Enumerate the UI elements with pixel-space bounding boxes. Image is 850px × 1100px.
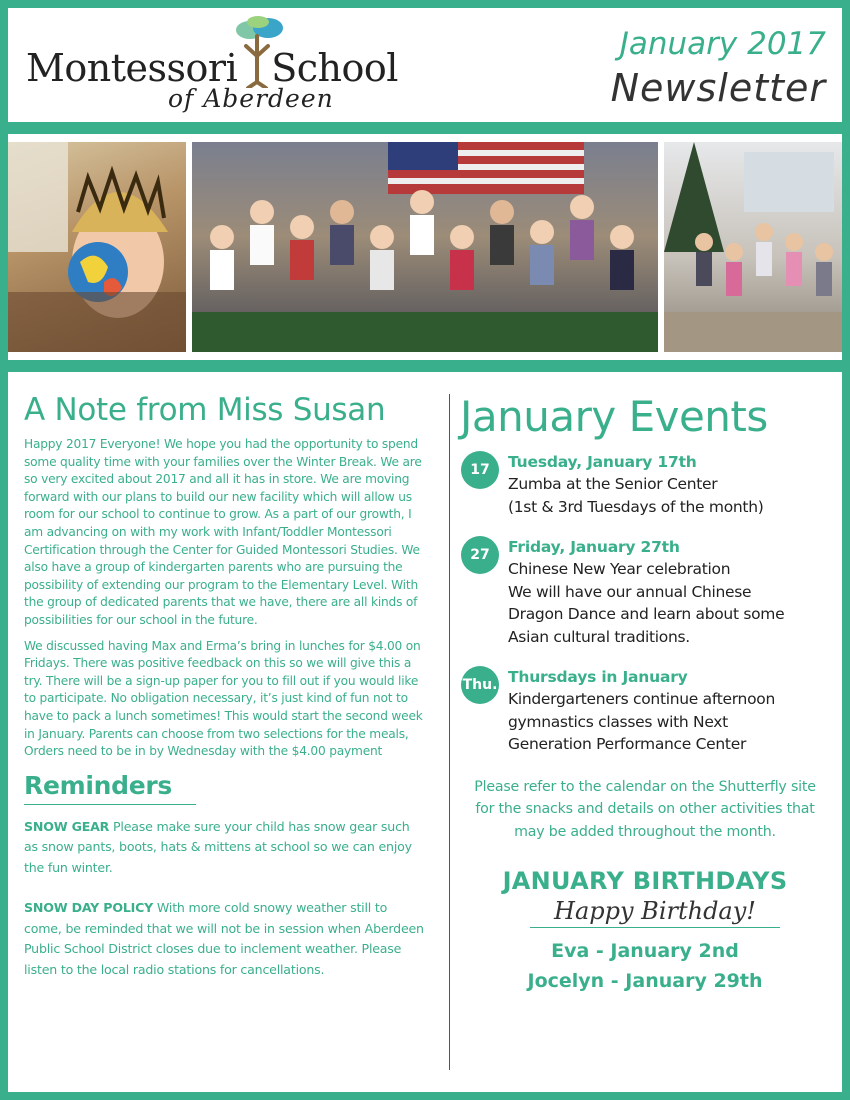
issue-date: January 2017 (619, 26, 826, 62)
left-column (24, 392, 424, 980)
calendar-note: Please refer to the calendar on the Shutterfly site for the snacks and details on other activities that may be added throughout the month. (474, 778, 816, 840)
reminders-title: Reminders (24, 771, 196, 805)
logo-word-school: School (271, 46, 398, 90)
birthdays-subtitle: Happy Birthday! (530, 897, 780, 928)
event-line: Chinese New Year celebration (508, 560, 731, 578)
reminder-snow-day-policy (24, 898, 424, 980)
event-date-badge: Thu. (461, 666, 499, 704)
event-date: Thursdays in January (508, 668, 688, 686)
event-date-badge: 27 (461, 536, 499, 574)
newsletter-header (8, 8, 842, 122)
event-line: We will have our annual Chinese (508, 582, 752, 601)
event-line: gymnastics classes with Next (508, 712, 728, 731)
event-line: Asian cultural traditions. (508, 627, 690, 646)
event-line: (1st & 3rd Tuesdays of the month) (508, 497, 764, 516)
reminder-text: With more cold snowy weather still to come, be reminded that we will not be in session when Aberdeen Public School District closes due to inclement weather. Please listen to the local radio stations for cancellations. (24, 900, 424, 977)
photo-children-concert (192, 142, 658, 352)
event-line: Zumba at the Senior Center (508, 475, 718, 493)
column-divider (449, 394, 450, 1070)
issue-title: Newsletter (610, 66, 826, 110)
events-title: January Events (460, 392, 768, 441)
logo-script: of Aberdeen (168, 84, 334, 113)
reminder-snow-gear (24, 817, 424, 879)
reminder-label: SNOW GEAR (24, 818, 110, 834)
event-item (460, 451, 830, 518)
event-item (460, 536, 830, 648)
newsletter-content (8, 372, 842, 1092)
event-item (460, 666, 830, 756)
event-line: Generation Performance Center (508, 735, 747, 753)
event-date-badge: 17 (461, 451, 499, 489)
birthdays-title: JANUARY BIRTHDAYS (502, 867, 788, 895)
note-paragraph: Happy 2017 Everyone! We hope you had the opportunity to spend some quality time with your families over the Winter Break. We are so very excited about 2017 and all it has in store. We are moving forward with our plans to build our new facility which will allow us room for our school to continue to grow. As a part of our growth, I am advancing on with my work with Infant/Toddler Montessori Certification through the Center for Guided Montessori Studies. We also have a group of kindergarten parents who are pursuing the possibility of extending our program to the Elementary Level. With the group of dedicated parents that we have, there are all kinds of possibilities for our school in the future. (24, 437, 422, 627)
right-column (460, 392, 830, 996)
note-title: A Note from Miss Susan (24, 392, 386, 428)
logo-word-montessori: Montessori (26, 46, 238, 90)
birthday-name: Eva - January 2nd (551, 940, 739, 962)
photo-girl-with-globe (8, 142, 186, 352)
event-line: Kindergarteners continue afternoon (508, 690, 775, 708)
event-date: Friday, January 27th (508, 538, 680, 556)
birthdays-list (460, 936, 830, 996)
event-line: Dragon Dance and learn about some (508, 605, 785, 623)
reminder-label: SNOW DAY POLICY (24, 900, 154, 916)
photo-strip (8, 134, 842, 360)
note-paragraph: We discussed having Max and Erma’s bring in lunches for $4.00 on Fridays. There was positive feedback on this so we will give this a try. There will be a sign-up paper for you to fill out if you would like to participate. No obligation necessary, it’s just kind of fun not to have to pack a lunch sometimes! This would start the second week in January. Parents can choose from two selections for the meals, Orders need to be in by Wednesday with the $4.00 payment (24, 638, 423, 759)
reminder-text: Please make sure your child has snow gear such as snow pants, boots, hats & mittens at school so we can enjoy the fun winter. (24, 818, 412, 875)
photo-children-dancing (664, 142, 842, 352)
event-date: Tuesday, January 17th (508, 453, 697, 471)
birthday-name: Jocelyn - January 29th (527, 970, 763, 992)
